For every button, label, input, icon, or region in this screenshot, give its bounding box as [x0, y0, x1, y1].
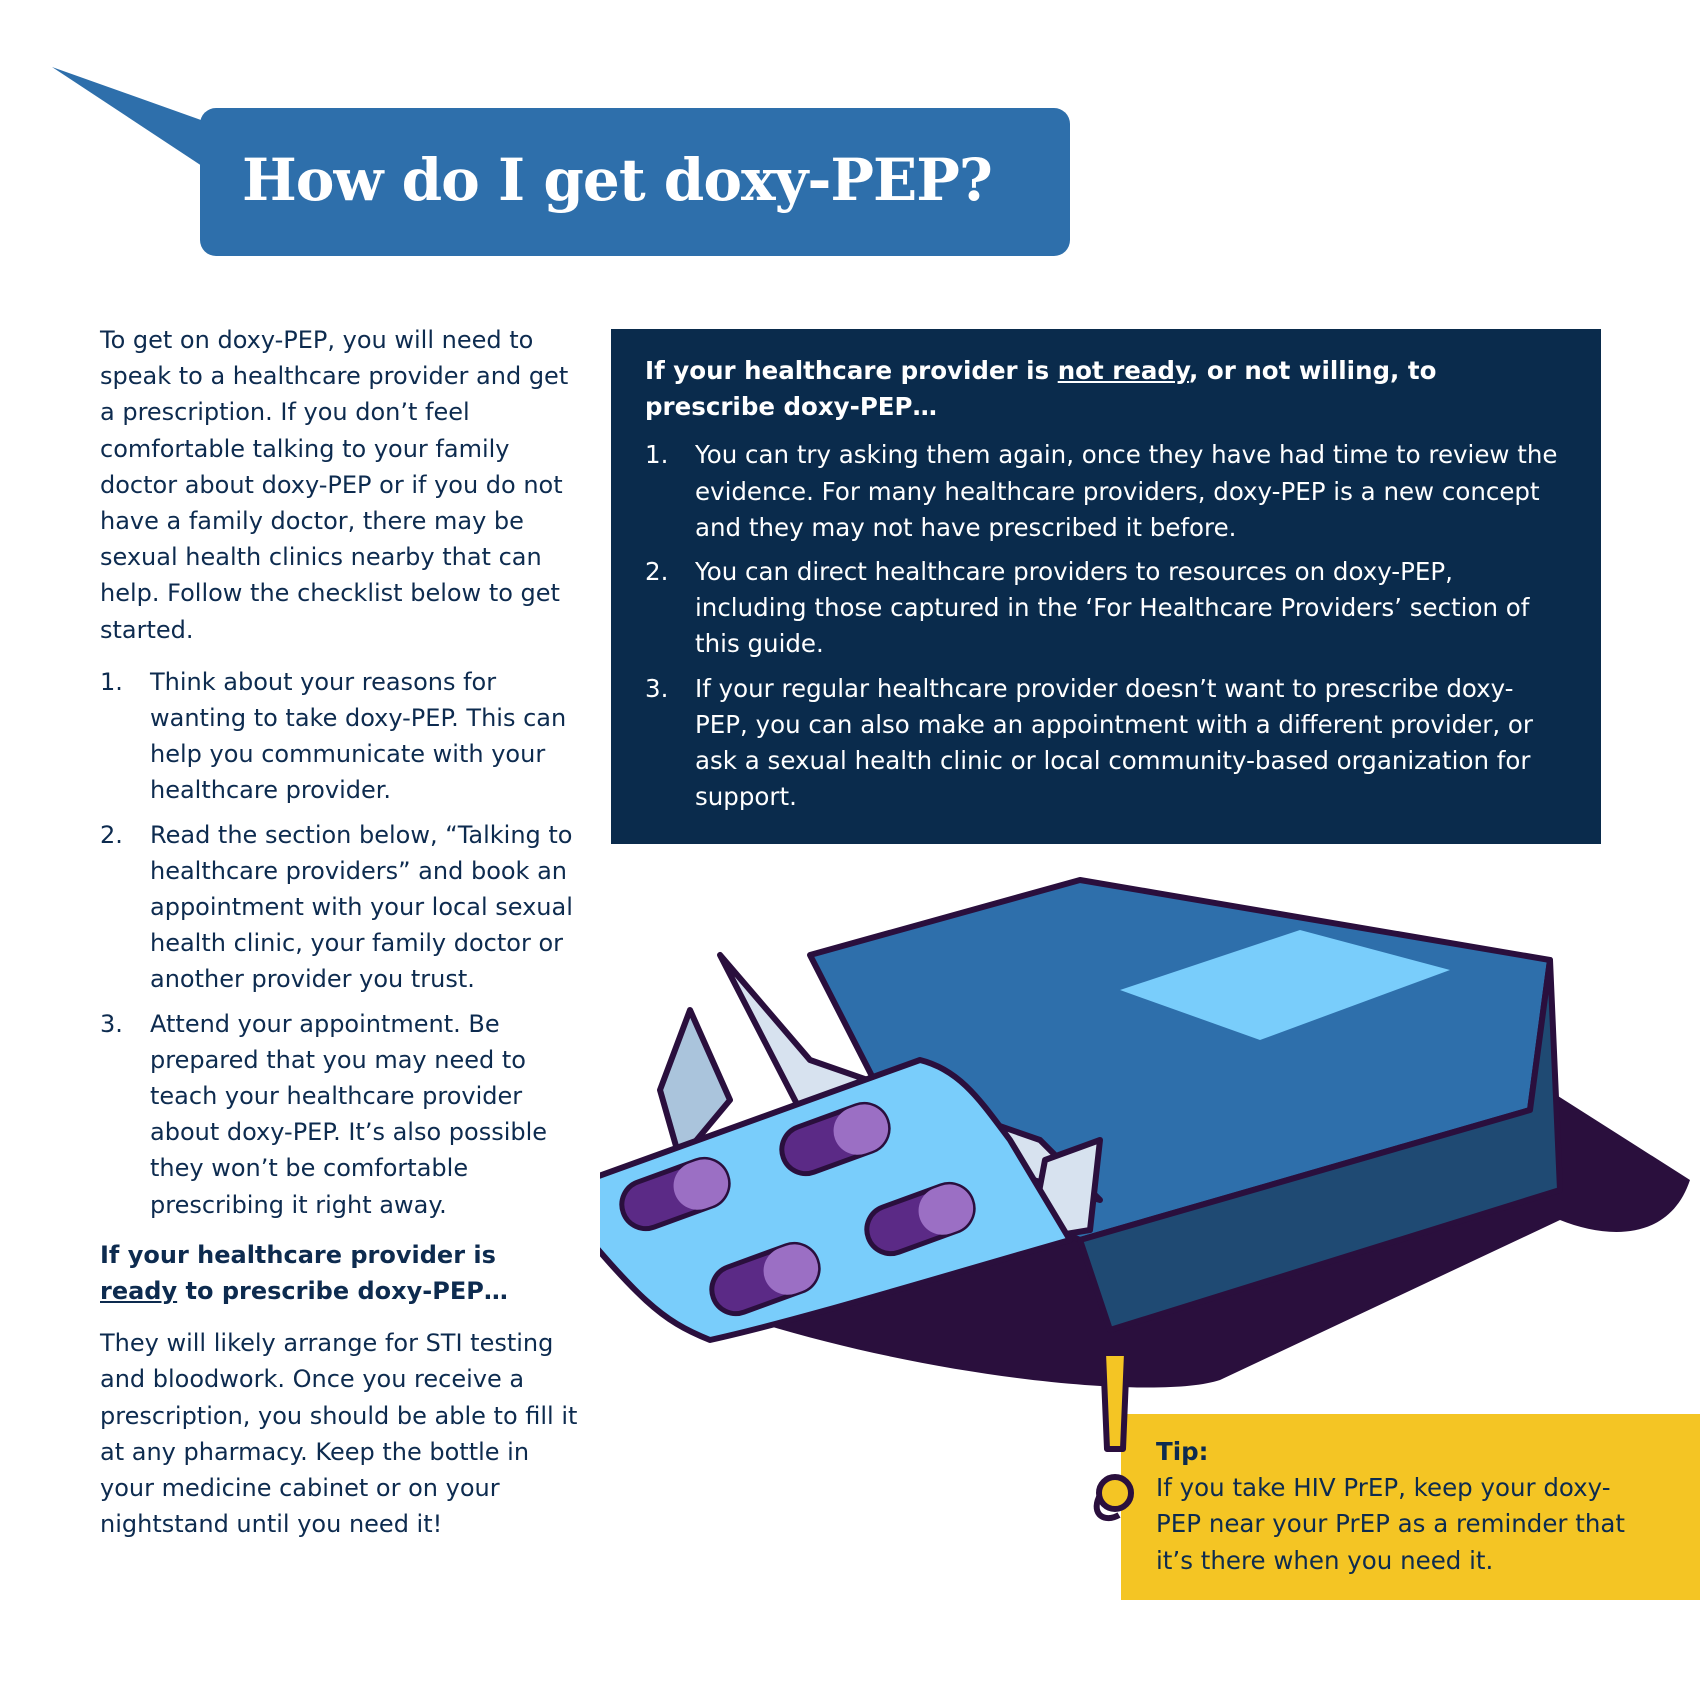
- list-text: You can try asking them again, once they have had time to review the evidence. For many healthcare providers, doxy-PEP is a new concept and they may not have prescribed it before.: [695, 440, 1558, 542]
- tip-box: [1121, 1414, 1700, 1600]
- list-number: 3.: [645, 673, 669, 703]
- tip-label: Tip:: [1156, 1437, 1209, 1466]
- list-number: 3.: [100, 1009, 123, 1038]
- list-item: [100, 664, 580, 809]
- list-number: 2.: [100, 820, 123, 849]
- ready-heading-emphasis: ready: [100, 1277, 178, 1306]
- list-text: Attend your appointment. Be prepared that you may need to teach your healthcare provider about doxy-PEP. It’s also possible they won’t be comfortable prescribing it right away.: [150, 1009, 548, 1219]
- checklist: [100, 664, 580, 1223]
- list-text: Read the section below, “Talking to healthcare providers” and book an appointment with your local sexual health clinic, your family doctor or another provider you trust.: [150, 820, 573, 994]
- list-item: [100, 1006, 580, 1223]
- list-item: [645, 671, 1561, 816]
- list-number: 1.: [645, 440, 669, 470]
- not-ready-heading: [645, 353, 1561, 425]
- not-ready-box: [611, 329, 1601, 844]
- left-column: [100, 322, 580, 1543]
- not-ready-heading-post: , or not willing, to prescribe doxy-PEP…: [645, 356, 1437, 422]
- page-title: How do I get doxy-PEP?: [242, 146, 992, 214]
- pill-box-illustration: [600, 860, 1700, 1400]
- ready-paragraph: They will likely arrange for STI testing and bloodwork. Once you receive a prescription, you should be able to fill it at any pharmacy. Keep the bottle in your medicine cabinet or on your nightstand until you need it!: [100, 1329, 578, 1539]
- list-text: Think about your reasons for wanting to take doxy-PEP. This can help you communicate with your healthcare provider.: [150, 667, 567, 805]
- list-item: [100, 817, 580, 998]
- list-item: [645, 554, 1561, 663]
- exclamation-icon: [1085, 1345, 1145, 1525]
- list-text: You can direct healthcare providers to resources on doxy-PEP, including those captured in the ‘For Healthcare Providers’ section of this guide.: [695, 557, 1530, 659]
- not-ready-list: [645, 437, 1561, 815]
- list-number: 2.: [645, 557, 669, 587]
- intro-paragraph: To get on doxy-PEP, you will need to speak to a healthcare provider and get a prescription. If you don’t feel comfortable talking to your family doctor about doxy-PEP or if you do not have a family doctor, there may be sexual health clinics nearby that can help. Follow the checklist below to get started.: [100, 326, 569, 644]
- list-item: [645, 437, 1561, 546]
- ready-heading-post: to prescribe doxy-PEP…: [177, 1277, 508, 1306]
- ready-heading-pre: If your healthcare provider is: [100, 1240, 496, 1269]
- list-number: 1.: [100, 667, 123, 696]
- tip-text: If you take HIV PrEP, keep your doxy-PEP near your PrEP as a reminder that it’s there when you need it.: [1156, 1473, 1626, 1575]
- list-text: If your regular healthcare provider doesn’t want to prescribe doxy-PEP, you can also make an appointment with a different provider, or ask a sexual health clinic or local community-based organization for support.: [695, 673, 1533, 812]
- ready-heading: [100, 1237, 580, 1309]
- not-ready-heading-pre: If your healthcare provider is: [645, 356, 1058, 385]
- title-bubble: [200, 108, 1070, 256]
- not-ready-heading-emphasis: not ready: [1057, 356, 1190, 385]
